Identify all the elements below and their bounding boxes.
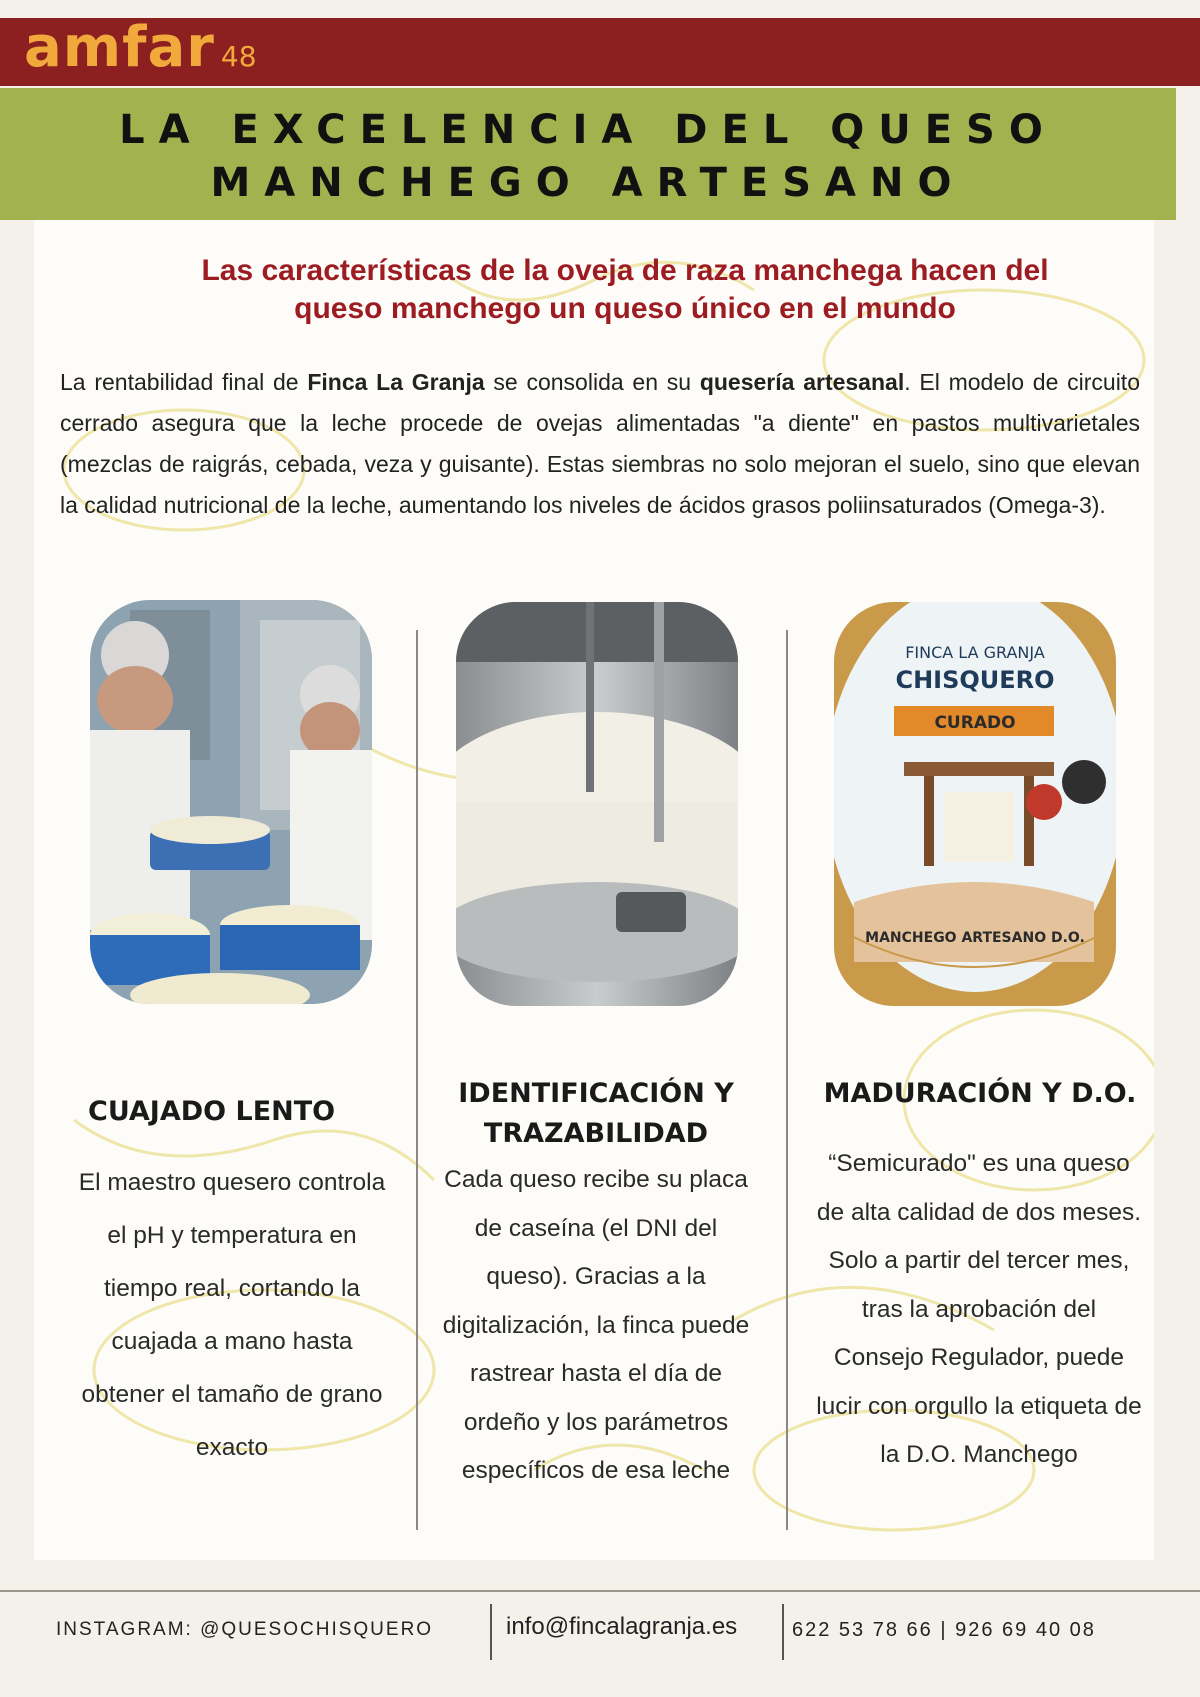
label-name-text: CHISQUERO: [895, 666, 1055, 694]
footer-phones[interactable]: 622 53 78 66 | 926 69 40 08: [792, 1619, 1096, 1641]
column-2-title: IDENTIFICACIÓN Y TRAZABILIDAD: [458, 1078, 734, 1149]
intro-paragraph: La rentabilidad final de Finca La Granja se consolida en su quesería artesanal. El modelo de circuito cerrado asegura que la leche procede de ovejas alimentadas "a diente" en pastos multivarietales (mezclas de raigrás, cebada, veza y guisante). Estas siembras no solo mejoran el suelo, sino que elevan la calidad nutricional de la leche, aumentando los niveles de ácidos grasos poliinsaturados (Omega-3).: [60, 369, 1140, 518]
label-type-text: CURADO: [934, 713, 1016, 733]
footer-separator-1: [490, 1604, 492, 1660]
brand-name: amfar: [24, 15, 215, 80]
column-1-body: El maestro quesero controla el pH y temperatura en tiempo real, cortando la cuajada a mano hasta obtener el tamaño de grano exacto: [78, 1169, 386, 1461]
column-divider-2: [786, 630, 788, 1530]
column-2-body: Cada queso recibe su placa de caseína (el DNI del queso). Gracias a la digitalización, la finca puede rastrear hasta el día de ordeño y los parámetros específicos de esa leche: [442, 1166, 750, 1484]
column-3-body: “Semicurado" es una queso de alta calidad de dos meses. Solo a partir del tercer mes, tras la aprobación del Consejo Regulador, puede lucir con orgullo la etiqueta de la D.O. Manchego: [816, 1150, 1142, 1468]
label-rim-text: MANCHEGO ARTESANO D.O.: [865, 930, 1085, 946]
brand-logo: [24, 15, 257, 80]
title-line-1: LA EXCELENCIA DEL QUESO: [119, 107, 1057, 153]
footer-rule: [0, 1590, 1200, 1592]
farm-name: Finca La Granja: [307, 369, 485, 395]
subtitle-line-1: Las características de la oveja de raza manchega hacen del: [201, 254, 1049, 287]
title-line-2: MANCHEGO ARTESANO: [210, 160, 966, 206]
label-brand-text: FINCA LA GRANJA: [905, 643, 1045, 662]
milk-vat-photo: [456, 602, 738, 1006]
curd-making-photo: [90, 600, 372, 1004]
column-1-title: CUAJADO LENTO: [88, 1096, 336, 1127]
footer-email[interactable]: info@fincalagranja.es: [506, 1613, 738, 1640]
brand-number: 48: [220, 40, 257, 73]
subtitle: [100, 252, 1150, 328]
cheese-label-photo: [834, 602, 1116, 1006]
page-title: [0, 104, 1176, 210]
column-3-title: MADURACIÓN Y D.O.: [823, 1078, 1137, 1109]
column-divider-1: [416, 630, 418, 1530]
subtitle-line-2: queso manchego un queso único en el mundo: [294, 292, 956, 325]
dairy-term: quesería artesanal: [699, 369, 905, 395]
footer-separator-2: [782, 1604, 784, 1660]
footer-instagram[interactable]: INSTAGRAM: @QUESOCHISQUERO: [56, 1619, 434, 1640]
